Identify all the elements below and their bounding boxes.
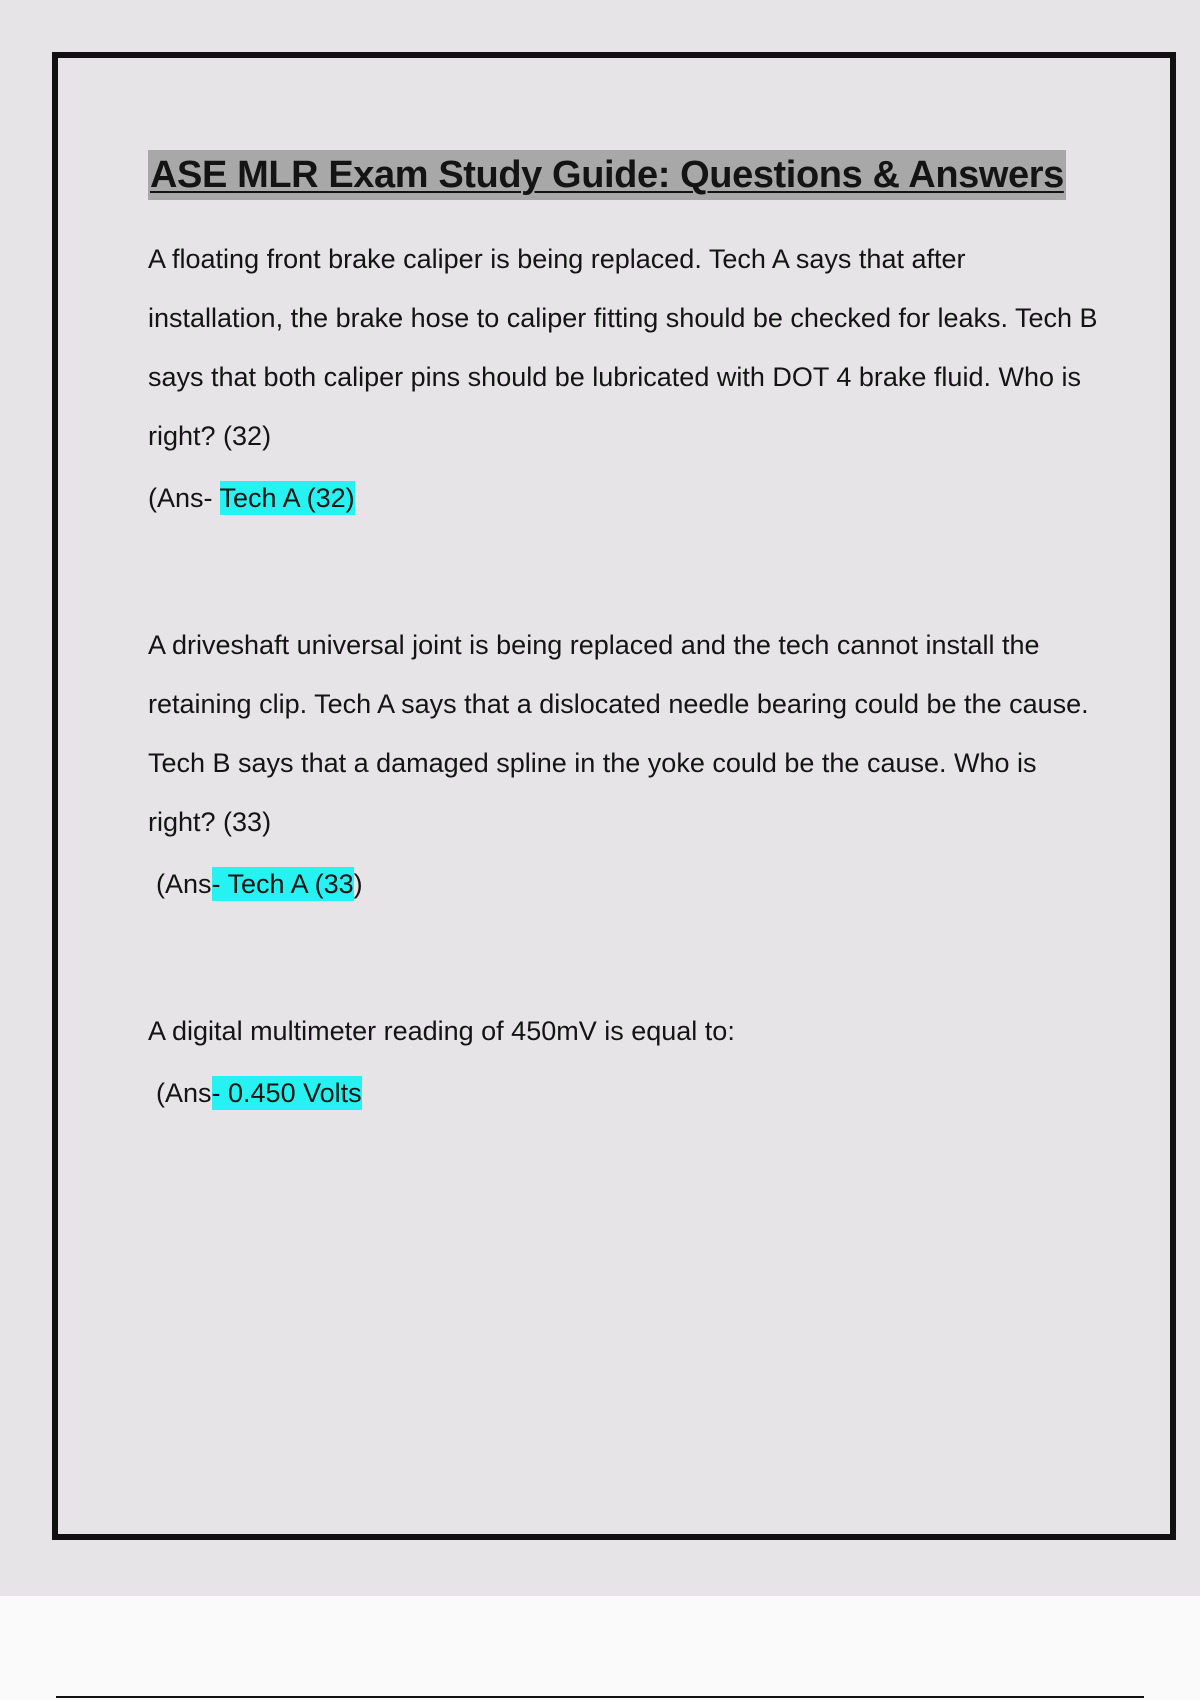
qa-item-multimeter <box>148 1002 1098 1113</box>
answer-highlight: Tech A (32) <box>219 483 355 513</box>
document-content <box>148 150 1098 1113</box>
answer-prefix: (Ans- <box>148 483 220 513</box>
answer-suffix: ) <box>353 869 363 899</box>
answer-highlight: - Tech A (33 <box>211 869 354 899</box>
question-text: A driveshaft universal joint is being replaced and the tech cannot install the retaining clip. Tech A says that a dislocated needle bearing could be the cause. Tech B says that a damaged spline in the yoke could be the cause. Who is right? (33) <box>148 630 1089 837</box>
answer-line <box>148 1073 1098 1113</box>
document-title: ASE MLR Exam Study Guide: Questions & Answers <box>148 150 1066 200</box>
answer-line <box>148 864 1098 904</box>
question-text: A floating front brake caliper is being replaced. Tech A says that after installation, the brake hose to caliper fitting should be checked for leaks. Tech B says that both caliper pins should be lubricated with DOT 4 brake fluid. Who is right? (32) <box>148 244 1098 451</box>
answer-prefix: (Ans <box>156 869 212 899</box>
qa-item-33 <box>148 616 1098 904</box>
answer-highlight: - 0.450 Volts <box>211 1078 362 1108</box>
answer-line <box>148 478 1098 518</box>
qa-item-32 <box>148 230 1098 518</box>
question-text: A digital multimeter reading of 450mV is equal to: <box>148 1016 735 1046</box>
answer-prefix: (Ans <box>156 1078 212 1108</box>
footer-divider <box>56 1696 1144 1698</box>
